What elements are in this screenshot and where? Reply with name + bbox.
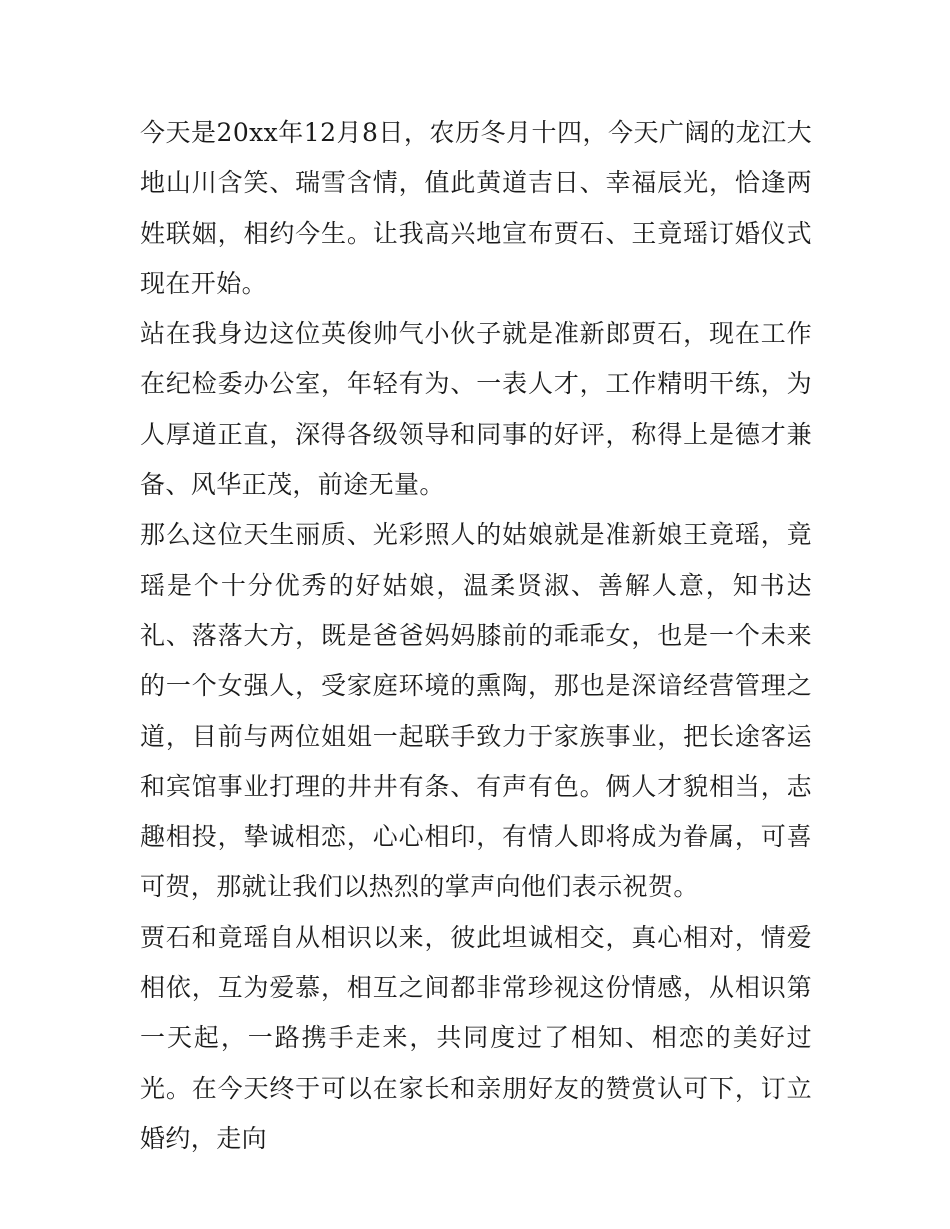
document-body (140, 108, 812, 1164)
paragraph-bride: 那么这位天生丽质、光彩照人的姑娘就是准新娘王竟瑶，竟瑶是个十分优秀的好姑娘，温柔贤淑、善解人意，知书达礼、落落大方，既是爸爸妈妈膝前的乖乖女，也是一个未来的一个女强人，受家庭环境的熏陶，那也是深谙经营管理之道，目前与两位姐姐一起联手致力于家族事业，把长途客运和宾馆事业打理的井井有条、有声有色。俩人才貌相当，志趣相投，挚诚相恋，心心相印，有情人即将成为眷属，可喜可贺，那就让我们以热烈的掌声向他们表示祝贺。 (140, 520, 812, 902)
paragraph-groom: 站在我身边这位英俊帅气小伙子就是准新郎贾石，现在工作在纪检委办公室，年轻有为、一表人才，工作精明干练，为人厚道正直，深得各级领导和同事的好评，称得上是德才兼备、风华正茂，前途无量。 (140, 319, 812, 500)
paragraph-couple: 贾石和竟瑶自从相识以来，彼此坦诚相交，真心相对，情爱相依，互为爱慕，相互之间都非常珍视这份情感，从相识第一天起，一路携手走来，共同度过了相知、相恋的美好过光。在今天终于可以在家长和亲朋好友的赞赏认可下，订立婚约，走向 (140, 922, 812, 1153)
paragraph-opening: 今天是20xx年12月8日，农历冬月十四，今天广阔的龙江大地山川含笑、瑞雪含情，值此黄道吉日、幸福辰光，恰逢两姓联姻，相约今生。让我高兴地宣布贾石、王竟瑶订婚仪式现在开始。 (140, 118, 812, 298)
